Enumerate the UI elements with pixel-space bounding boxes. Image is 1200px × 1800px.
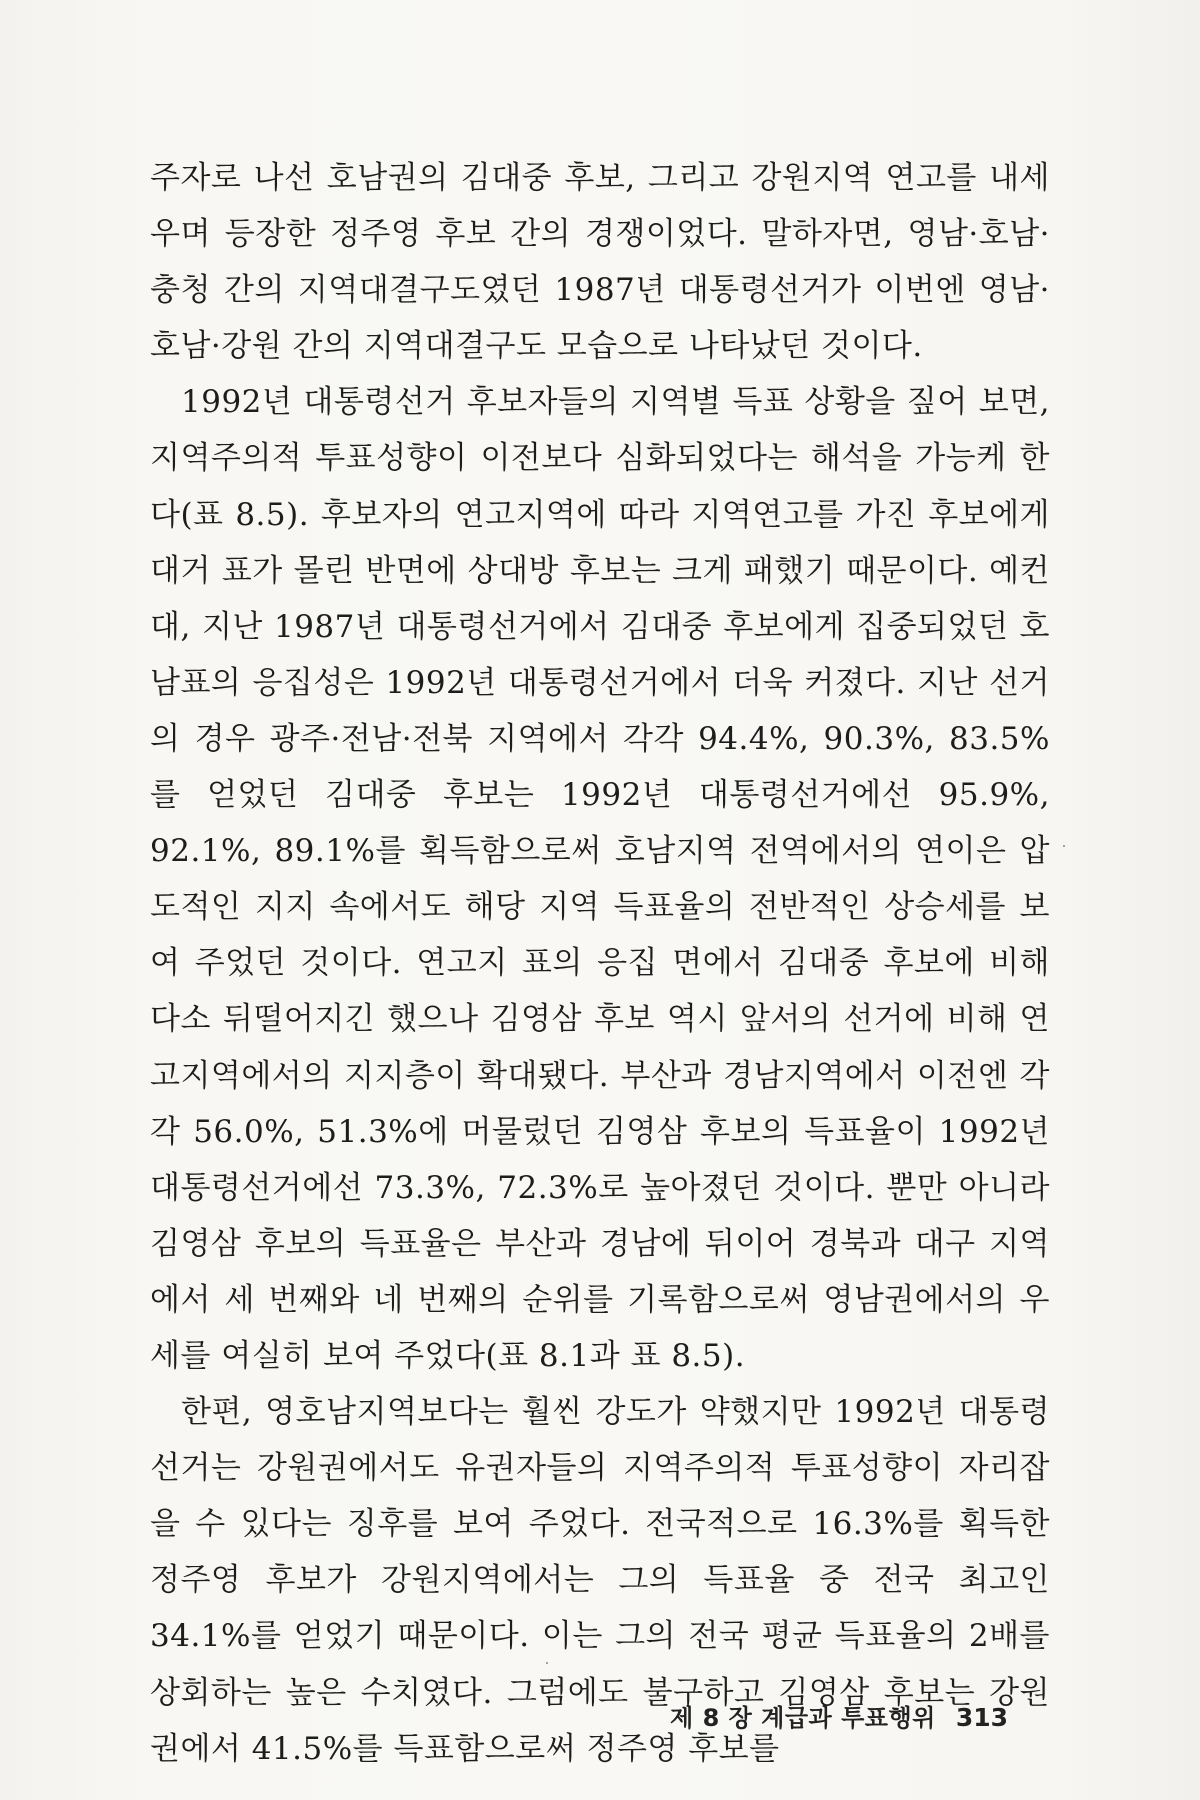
paragraph-regional-vote: 1992년 대통령선거 후보자들의 지역별 득표 상황을 짚어 보면, 지역주의적 투표성향이 이전보다 심화되었다는 해석을 가능케 한다(표 8.5). 후보자의 연고지역에 따라 지역연고를 가진 후보에게 대거 표가 몰린 반면에 상대방 후보는 크게 패했기 때문이다. 예컨대, 지난 1987년 대통령선거에서 김대중 후보에게 집중되었던 호남표의 응집성은 1992년 대통령선거에서 더욱 커졌다. 지난 선거의 경우 광주·전남·전북 지역에서 각각 94.4%, 90.3%, 83.5%를 얻었던 김대중 후보는 1992년 대통령선거에선 95.9%, 92.1%, 89.1%를 획득함으로써 호남지역 전역에서의 연이은 압도적인 지지 속에서도 해당 지역 득표율의 전반적인 상승세를 보여 주었던 것이다. 연고지 표의 응집 면에서 김대중 후보에 비해 다소 뒤떨어지긴 했으나 김영삼 후보 역시 앞서의 선거에 비해 연고지역에서의 지지층이 확대됐다. 부산과 경남지역에서 이전엔 각각 56.0%, 51.3%에 머물렀던 김영삼 후보의 득표율이 1992년 대통령선거에선 73.3%, 72.3%로 높아졌던 것이다. 뿐만 아니라 김영삼 후보의 득표율은 부산과 경남에 뒤이어 경북과 대구 지역에서 세 번째와 네 번째의 순위를 기록함으로써 영남권에서의 우세를 여실히 보여 주었다(표 8.1과 표 8.5). [150,384,1050,1374]
scan-speck [546,1662,548,1664]
body-text [150,150,1050,1777]
paragraph-continuation: 주자로 나선 호남권의 김대중 후보, 그리고 강원지역 연고를 내세우며 등장한 정주영 후보 간의 경쟁이었다. 말하자면, 영남·호남·충청 간의 지역대결구도였던 1987년 대통령선거가 이번엔 영남·호남·강원 간의 지역대결구도 모습으로 나타났던 것이다. [150,160,1050,365]
running-footer [670,1698,1008,1738]
page-number: 313 [955,1703,1008,1732]
paragraph-gangwon: 한편, 영호남지역보다는 훨씬 강도가 약했지만 1992년 대통령선거는 강원권에서도 유권자들의 지역주의적 투표성향이 자리잡을 수 있다는 징후를 보여 주었다. 전국적으로 16.3%를 획득한 정주영 후보가 강원지역에서는 그의 득표율 중 전국 최고인 34.1%를 얻었기 때문이다. 이는 그의 전국 평균 득표율의 2배를 상회하는 높은 수치였다. 그럼에도 불구하고 김영삼 후보는 강원권에서 41.5%를 득표함으로써 정주영 후보를 [150,1394,1050,1767]
chapter-title: 제 8 장 계급과 투표행위 [670,1704,936,1732]
scan-speck [1063,845,1065,847]
